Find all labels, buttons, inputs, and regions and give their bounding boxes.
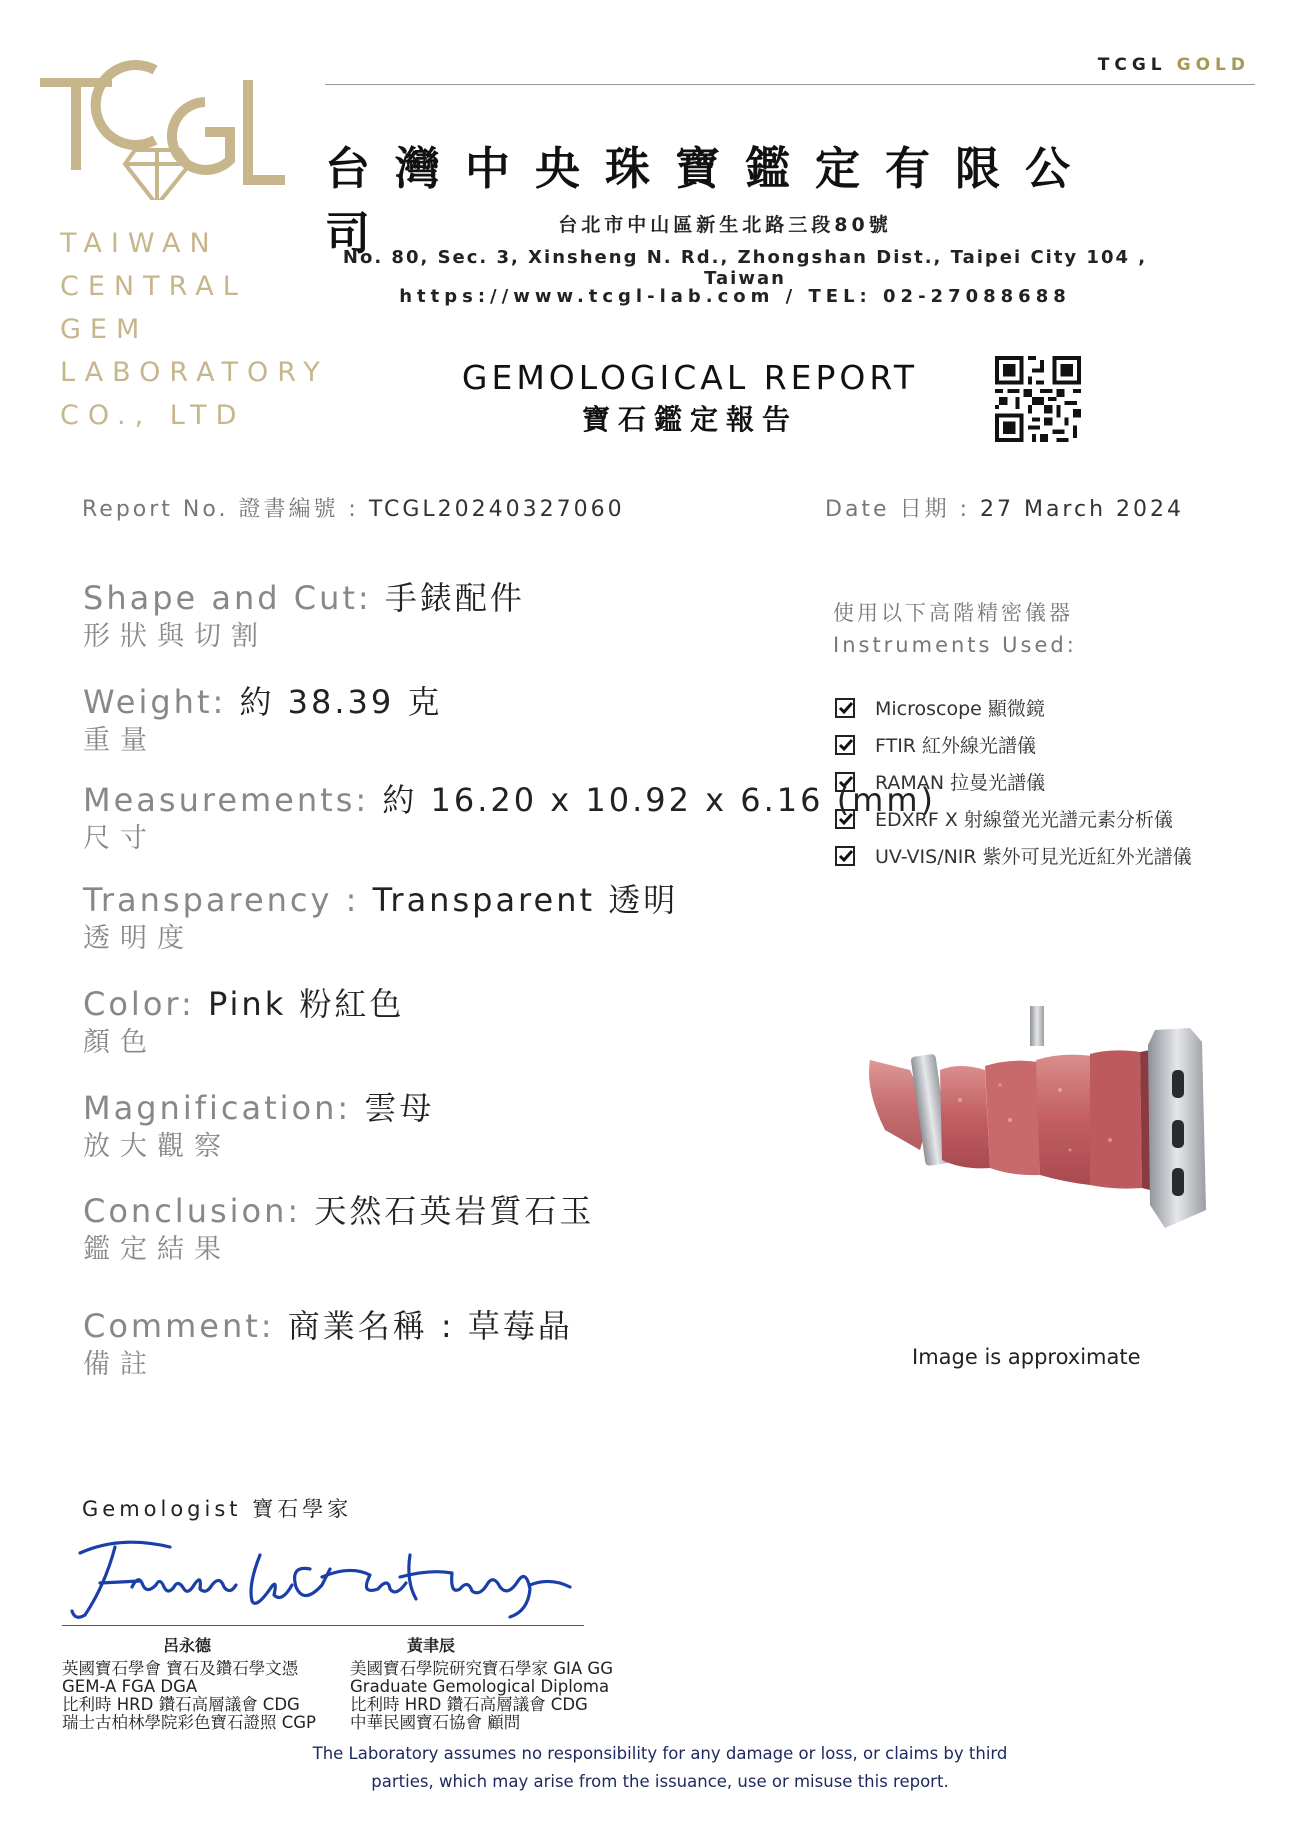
qr-code-icon (995, 356, 1081, 442)
instrument-item (835, 726, 1192, 763)
lab-name-line: CO., LTD (60, 400, 246, 431)
disclaimer: The Laboratory assumes no responsibility for any damage or loss, or claims by third parties, which may arise from the issuance, use or misuse this report. (312, 1744, 1008, 1791)
field-label: Color: (83, 985, 208, 1023)
gemologist-label: Gemologist 寶石學家 (82, 1497, 353, 1521)
report-number-label: Report No. 證書編號 : (82, 497, 369, 522)
address-zh: 台北市中山區新生北路三段80號 (558, 214, 892, 236)
field-label: Shape and Cut: (83, 579, 385, 617)
company-name-zh: 台灣中央珠寶鑑定有限公司 (325, 142, 1096, 260)
instrument-item (835, 837, 1192, 874)
field-value: 約 16.20 x 10.92 x 6.16 (mm) (382, 781, 937, 819)
gemologist-name-left: 呂永德 (163, 1636, 212, 1655)
field-value: 雲母 (364, 1089, 435, 1127)
report-title-zh: 寶石鑑定報告 (581, 403, 798, 436)
field-label: Magnification: (83, 1089, 365, 1127)
tcgl-logo (40, 40, 290, 200)
tier-suffix: GOLD (1176, 55, 1250, 75)
address-en: No. 80, Sec. 3, Xinsheng N. Rd., Zhongshan Dist., Taipei City 104 , Taiwan (342, 247, 1148, 289)
signature-line (62, 1625, 584, 1626)
report-title-en: GEMOLOGICAL REPORT (461, 358, 919, 397)
instrument-label: EDXRF X 射線螢光光譜元素分析儀 (875, 809, 1173, 831)
credential-line: GEM-A FGA DGA (62, 1677, 198, 1696)
gemologist-credentials-left (62, 1660, 316, 1732)
report-number-value: TCGL20240327060 (368, 497, 625, 522)
instruments-heading (833, 597, 1077, 661)
field-sublabel: 重量 (83, 725, 157, 756)
field-sublabel: 形狀與切割 (83, 621, 268, 652)
field-label: Conclusion: (83, 1192, 315, 1230)
image-caption: Image is approximate (912, 1345, 1141, 1369)
product-image-watch-strap (850, 1000, 1220, 1230)
field-conclusion (83, 1191, 594, 1269)
credential-line: 英國寶石學會 寶石及鑽石學文憑 (62, 1659, 299, 1678)
lab-name-line: GEM (60, 314, 149, 345)
checkbox-checked-icon (835, 772, 855, 792)
credential-line: Graduate Gemological Diploma (350, 1677, 610, 1696)
field-value: 天然石英岩質石玉 (314, 1192, 595, 1230)
field-measurements (83, 780, 936, 858)
instrument-label: UV-VIS/NIR 紫外可見光近紅外光譜儀 (875, 846, 1192, 868)
instrument-label: RAMAN 拉曼光譜儀 (875, 772, 1046, 794)
instruments-list (835, 689, 1192, 874)
field-value: 商業名稱 : 草莓晶 (287, 1307, 573, 1345)
field-label: Weight: (83, 683, 240, 721)
field-value: Pink 粉紅色 (207, 985, 405, 1023)
header-divider (325, 84, 1255, 85)
field-label: Transparency : (83, 881, 373, 919)
field-weight (83, 682, 442, 760)
instrument-item (835, 689, 1192, 726)
gemologist-name-right: 黃聿辰 (407, 1636, 456, 1655)
credential-line: 瑞士古柏林學院彩色寶石證照 CGP (62, 1713, 317, 1732)
credential-line: 中華民國寶石協會 顧問 (350, 1713, 521, 1732)
field-value: 手錶配件 (384, 579, 525, 617)
field-sublabel: 鑑定結果 (83, 1234, 231, 1265)
lab-name-line: CENTRAL (60, 271, 247, 302)
instrument-item (835, 800, 1192, 837)
tier-prefix: TCGL (1097, 55, 1167, 75)
report-date (825, 492, 1184, 523)
field-sublabel: 顏色 (83, 1027, 157, 1058)
checkbox-checked-icon (835, 735, 855, 755)
report-number (82, 492, 625, 523)
field-label: Measurements: (83, 781, 383, 819)
field-sublabel: 尺寸 (83, 823, 157, 854)
tier-badge (1098, 55, 1250, 75)
report-date-label: Date 日期 : (825, 497, 980, 522)
field-label: Comment: (83, 1307, 288, 1345)
report-date-value: 27 March 2024 (979, 497, 1185, 522)
field-sublabel: 透明度 (83, 923, 194, 954)
field-value: Transparent 透明 (372, 881, 679, 919)
handwritten-signatures (60, 1525, 600, 1625)
gemologist-credentials-right (350, 1660, 613, 1732)
instrument-label: FTIR 紅外線光譜儀 (875, 735, 1037, 757)
checkbox-checked-icon (835, 809, 855, 829)
field-magnification (83, 1088, 434, 1166)
checkbox-checked-icon (835, 698, 855, 718)
checkbox-checked-icon (835, 846, 855, 866)
credential-line: 比利時 HRD 鑽石高層議會 CDG (62, 1695, 300, 1714)
field-color (83, 984, 404, 1062)
credential-line: 比利時 HRD 鑽石高層議會 CDG (350, 1695, 588, 1714)
lab-name-block (60, 222, 329, 437)
website-phone: https://www.tcgl-lab.com / TEL: 02-27088688 (399, 286, 1071, 307)
field-sublabel: 放大觀察 (83, 1131, 231, 1162)
field-shape-cut (83, 578, 525, 656)
field-transparency (83, 880, 678, 958)
instrument-item (835, 763, 1192, 800)
credential-line: 美國寶石學院研究寶石學家 GIA GG (350, 1659, 614, 1678)
lab-name-line: LABORATORY (60, 357, 329, 388)
field-comment (83, 1306, 573, 1384)
field-value: 約 38.39 克 (239, 683, 443, 721)
instruments-heading-zh: 使用以下高階精密儀器 (833, 601, 1073, 625)
lab-name-line: TAIWAN (60, 228, 219, 259)
field-sublabel: 備註 (83, 1349, 157, 1380)
instruments-heading-en: Instruments Used: (833, 633, 1077, 657)
instrument-label: Microscope 顯微鏡 (875, 698, 1045, 720)
